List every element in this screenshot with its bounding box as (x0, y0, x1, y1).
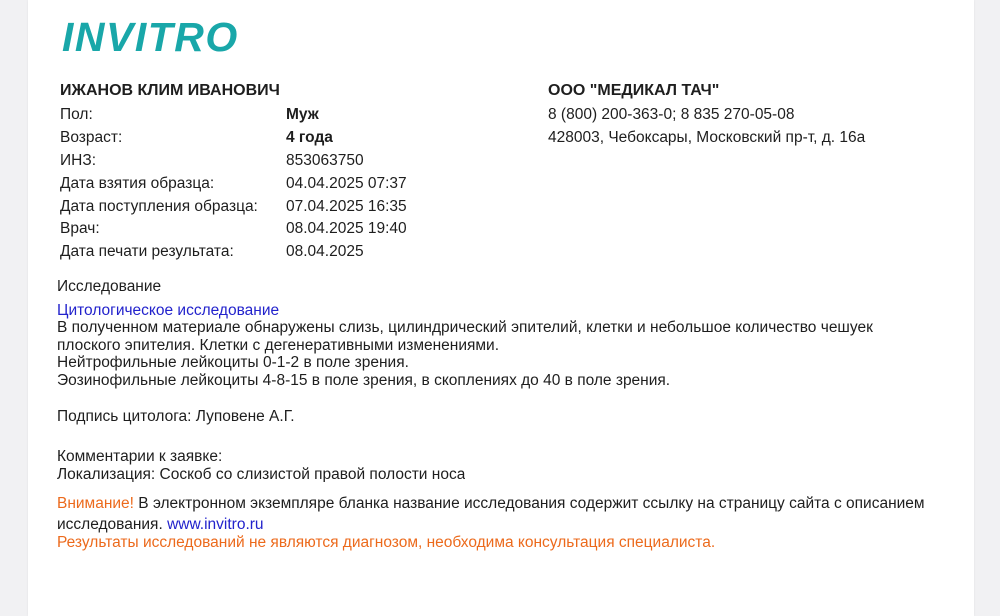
sample-received-value: 07.04.2025 16:35 (286, 198, 407, 215)
notice-text: В электронном экземпляре бланка название исследования содержит ссылку на страницу сайта с описанием исследования. (57, 495, 925, 533)
doctor-label: Врач: (60, 220, 100, 237)
comments-text: Локализация: Соскоб со слизистой правой полости носа (57, 466, 466, 482)
attention-label: Внимание! (57, 495, 134, 512)
sex-value: Муж (286, 106, 319, 123)
lab-address: 428003, Чебоксары, Московский пр-т, д. 16а (548, 129, 866, 146)
result-line: Эозинофильные лейкоциты 4-8-15 в поле зрения, в скоплениях до 40 в поле зрения. (57, 371, 671, 389)
doctor-value: 08.04.2025 19:40 (286, 220, 407, 237)
result-line: В полученном материале обнаружены слизь, цилиндрический эпителий, клетки и небольшое количество чешуек плоского эпителия. Клетки с дегенеративными изменениями. (57, 319, 873, 354)
inz-label: ИНЗ: (60, 152, 97, 169)
inz-value: 853063750 (286, 152, 364, 169)
disclaimer: Результаты исследований не являются диагнозом, необходима консультация специалиста. (57, 534, 716, 551)
cytologist-signature: Подпись цитолога: Луповене А.Г. (57, 408, 295, 425)
sample-taken-label: Дата взятия образца: (60, 175, 215, 192)
sample-taken-value: 04.04.2025 07:37 (286, 175, 407, 192)
result-line: Нейтрофильные лейкоциты 0-1-2 в поле зрения. (57, 354, 409, 371)
age-label: Возраст: (60, 129, 123, 146)
age-value: 4 года (286, 129, 333, 146)
sex-label: Пол: (60, 106, 93, 123)
lab-phones: 8 (800) 200-363-0; 8 835 270-05-08 (548, 106, 795, 123)
invitro-logo: INVITRO (62, 14, 239, 60)
print-date-label: Дата печати результата: (60, 243, 234, 260)
notice (57, 493, 947, 535)
test-title-link[interactable]: Цитологическое исследование (57, 302, 280, 319)
study-section-label: Исследование (57, 278, 162, 295)
comments-title: Комментарии к заявке: (57, 448, 223, 465)
patient-name: ИЖАНОВ КЛИМ ИВАНОВИЧ (60, 82, 280, 99)
print-date-value: 08.04.2025 (286, 243, 364, 260)
invitro-site-link[interactable]: www.invitro.ru (167, 516, 264, 533)
sample-received-label: Дата поступления образца: (60, 198, 258, 215)
lab-name: ООО "МЕДИКАЛ ТАЧ" (548, 82, 720, 99)
study-result (57, 319, 937, 389)
